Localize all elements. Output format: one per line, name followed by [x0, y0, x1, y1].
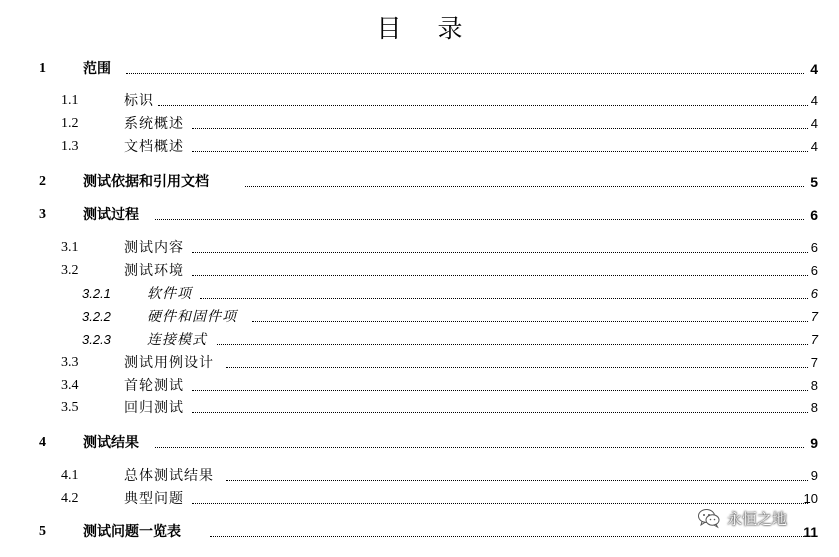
toc-leader-dots [217, 344, 808, 345]
toc-entry[interactable] [0, 237, 839, 259]
toc-entry-number: 3.2.1 [82, 286, 111, 301]
toc-entry-page: 6 [810, 207, 818, 223]
toc-entry-title: 测试内容 [124, 240, 184, 256]
toc-entry-title: 首轮测试 [124, 378, 184, 394]
toc-leader-dots [226, 367, 808, 368]
toc-entry-title: 标识 [124, 93, 154, 109]
toc-entry-page: 4 [810, 139, 818, 154]
toc-leader-dots [200, 298, 808, 299]
toc-entry-title: 测试问题一览表 [83, 524, 181, 540]
toc-leader-dots [245, 186, 804, 187]
toc-entry-number: 4.2 [61, 491, 79, 506]
toc-entry-page: 10 [803, 491, 818, 506]
toc-leader-dots [155, 219, 804, 220]
toc-entry[interactable] [0, 204, 839, 226]
toc-entry-title: 软件项 [147, 286, 192, 302]
toc-entry-page: 6 [810, 240, 818, 255]
toc-entry[interactable] [0, 397, 839, 419]
toc-leader-dots [192, 412, 808, 413]
toc-entry-number: 4 [39, 435, 46, 450]
toc-entry-page: 11 [803, 524, 818, 540]
toc-entry-number: 1 [39, 61, 46, 76]
toc-leader-dots [192, 151, 808, 152]
toc-entry-page: 4 [810, 93, 818, 108]
toc-leader-dots [192, 275, 808, 276]
toc-entry-title: 测试环境 [124, 263, 184, 279]
toc-entry-title: 回归测试 [124, 400, 184, 416]
toc-entry-title: 典型问题 [124, 491, 184, 507]
toc-entry-number: 3.2 [61, 263, 79, 278]
toc-entry[interactable] [0, 352, 839, 374]
toc-entry[interactable] [0, 90, 839, 112]
toc-entry-page: 4 [810, 61, 818, 77]
toc-leader-dots [192, 390, 808, 391]
toc-entry-number: 1.2 [61, 116, 79, 131]
toc-entry[interactable] [0, 283, 839, 305]
toc-entry[interactable] [0, 432, 839, 454]
toc-entry-title: 测试结果 [83, 435, 139, 451]
toc-entry-title: 连接模式 [147, 332, 207, 348]
toc-entry-page: 6 [810, 286, 818, 301]
toc-entry-number: 3.2.3 [82, 332, 111, 347]
toc-entry-page: 8 [810, 378, 818, 393]
toc-entry[interactable] [0, 260, 839, 282]
toc-entry-page: 8 [810, 400, 818, 415]
toc-leader-dots [158, 105, 808, 106]
toc-entry-page: 5 [810, 174, 818, 190]
watermark-text: 永恒之地 [727, 509, 788, 528]
toc-leader-dots [192, 252, 808, 253]
toc-entry-page: 9 [810, 435, 818, 451]
toc-entry-page: 9 [810, 468, 818, 483]
wechat-icon [697, 506, 721, 530]
toc-leader-dots [252, 321, 808, 322]
toc-title: 目 录 [376, 14, 477, 43]
toc-leader-dots [126, 73, 804, 74]
toc-entry[interactable] [0, 329, 839, 351]
toc-entry-title: 范围 [83, 61, 111, 77]
toc-entry-title: 文档概述 [124, 139, 184, 155]
toc-entry-title: 系统概述 [124, 116, 184, 132]
toc-entry-number: 4.1 [61, 468, 79, 483]
toc-entry-number: 3 [39, 207, 46, 222]
toc-leader-dots [192, 503, 808, 504]
toc-entry-title: 测试过程 [83, 207, 139, 223]
toc-leader-dots [226, 480, 808, 481]
toc-entry-number: 2 [39, 174, 46, 189]
toc-entry-page: 6 [810, 263, 818, 278]
toc-entry-number: 5 [39, 524, 46, 539]
toc-entry[interactable] [0, 465, 839, 487]
toc-entry[interactable] [0, 375, 839, 397]
toc-leader-dots [192, 128, 808, 129]
toc-entry-page: 7 [810, 309, 818, 324]
toc-entry-number: 1.3 [61, 139, 79, 154]
toc-entry-title: 测试用例设计 [124, 355, 214, 371]
toc-entry-number: 1.1 [61, 93, 79, 108]
toc-entry-title: 测试依据和引用文档 [83, 174, 209, 190]
watermark [697, 505, 787, 531]
toc-entry-page: 7 [810, 332, 818, 347]
toc-leader-dots [210, 536, 804, 537]
toc-entry[interactable] [0, 171, 839, 193]
toc-entry[interactable] [0, 136, 839, 158]
toc-entry-number: 3.5 [61, 400, 79, 415]
toc-entry-title: 总体测试结果 [124, 468, 214, 484]
toc-entry-page: 4 [810, 116, 818, 131]
toc-entry-number: 3.2.2 [82, 309, 111, 324]
toc-entry-title: 硬件和固件项 [147, 309, 237, 325]
toc-entry-number: 3.4 [61, 378, 79, 393]
toc-entry-number: 3.3 [61, 355, 79, 370]
toc-entry-number: 3.1 [61, 240, 79, 255]
toc-leader-dots [155, 447, 804, 448]
toc-entry-page: 7 [810, 355, 818, 370]
toc-entry[interactable] [0, 113, 839, 135]
toc-entry[interactable] [0, 58, 839, 80]
toc-entry[interactable] [0, 306, 839, 328]
